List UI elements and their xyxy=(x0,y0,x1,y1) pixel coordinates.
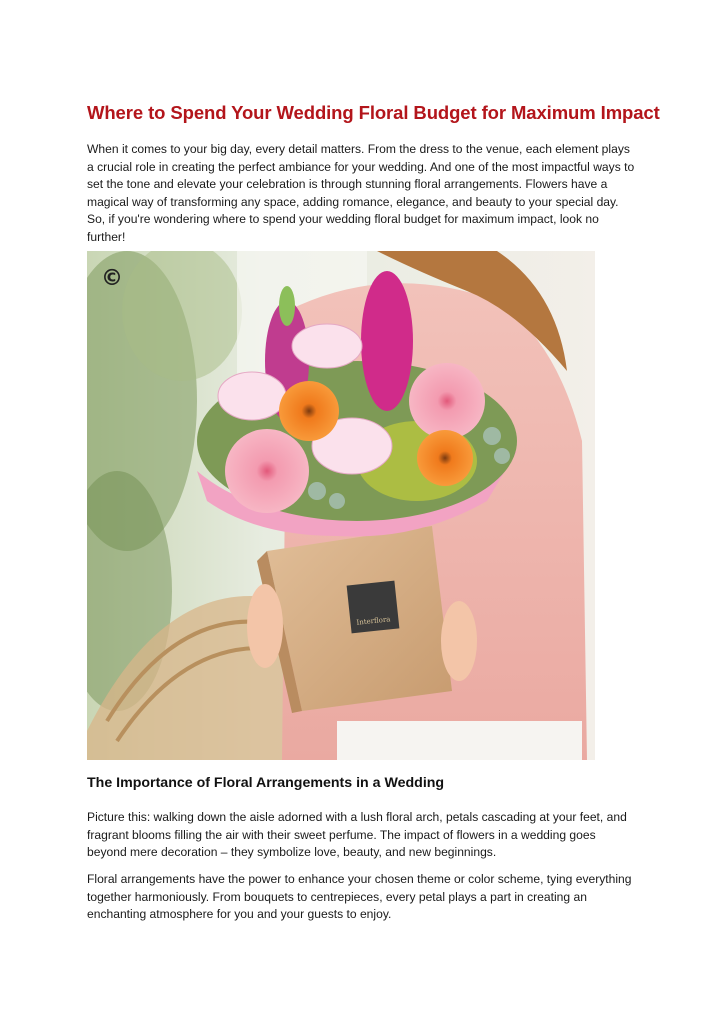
article-title: Where to Spend Your Wedding Floral Budget for Maximum Impact xyxy=(87,102,660,123)
intro-paragraph: When it comes to your big day, every detail matters. From the dress to the venue, each element plays a crucial role in creating the perfect ambiance for your wedding. And one of the most impactful ways to set the tone and elevate your celebration is through stunning floral arrangements. Flowers have a magical way of transforming any space, adding romance, elegance, and beauty to your special day. So, if you're wondering where to spend your wedding floral budget for maximum impact, look no further! xyxy=(87,142,635,244)
paragraph-2: Picture this: walking down the aisle adorned with a lush floral arch, petals cascading at your feet, and fragrant blooms filling the air with their sweet perfume. The impact of flowers in a wedding goes beyond mere decoration – they symbolize love, beauty, and new beginnings. xyxy=(87,810,627,860)
paragraph-3: Floral arrangements have the power to enhance your chosen theme or color scheme, tying everything together harmoniously. From bouquets to centrepieces, every petal plays a part in creating an enchanting atmosphere for you and your guests to enjoy. xyxy=(87,872,632,922)
bouquet-photo xyxy=(87,251,595,760)
copyright-mark: © xyxy=(101,266,123,291)
section-heading: The Importance of Floral Arrangements in a Wedding xyxy=(87,775,445,791)
box-brand-label: Interflora xyxy=(356,615,391,627)
